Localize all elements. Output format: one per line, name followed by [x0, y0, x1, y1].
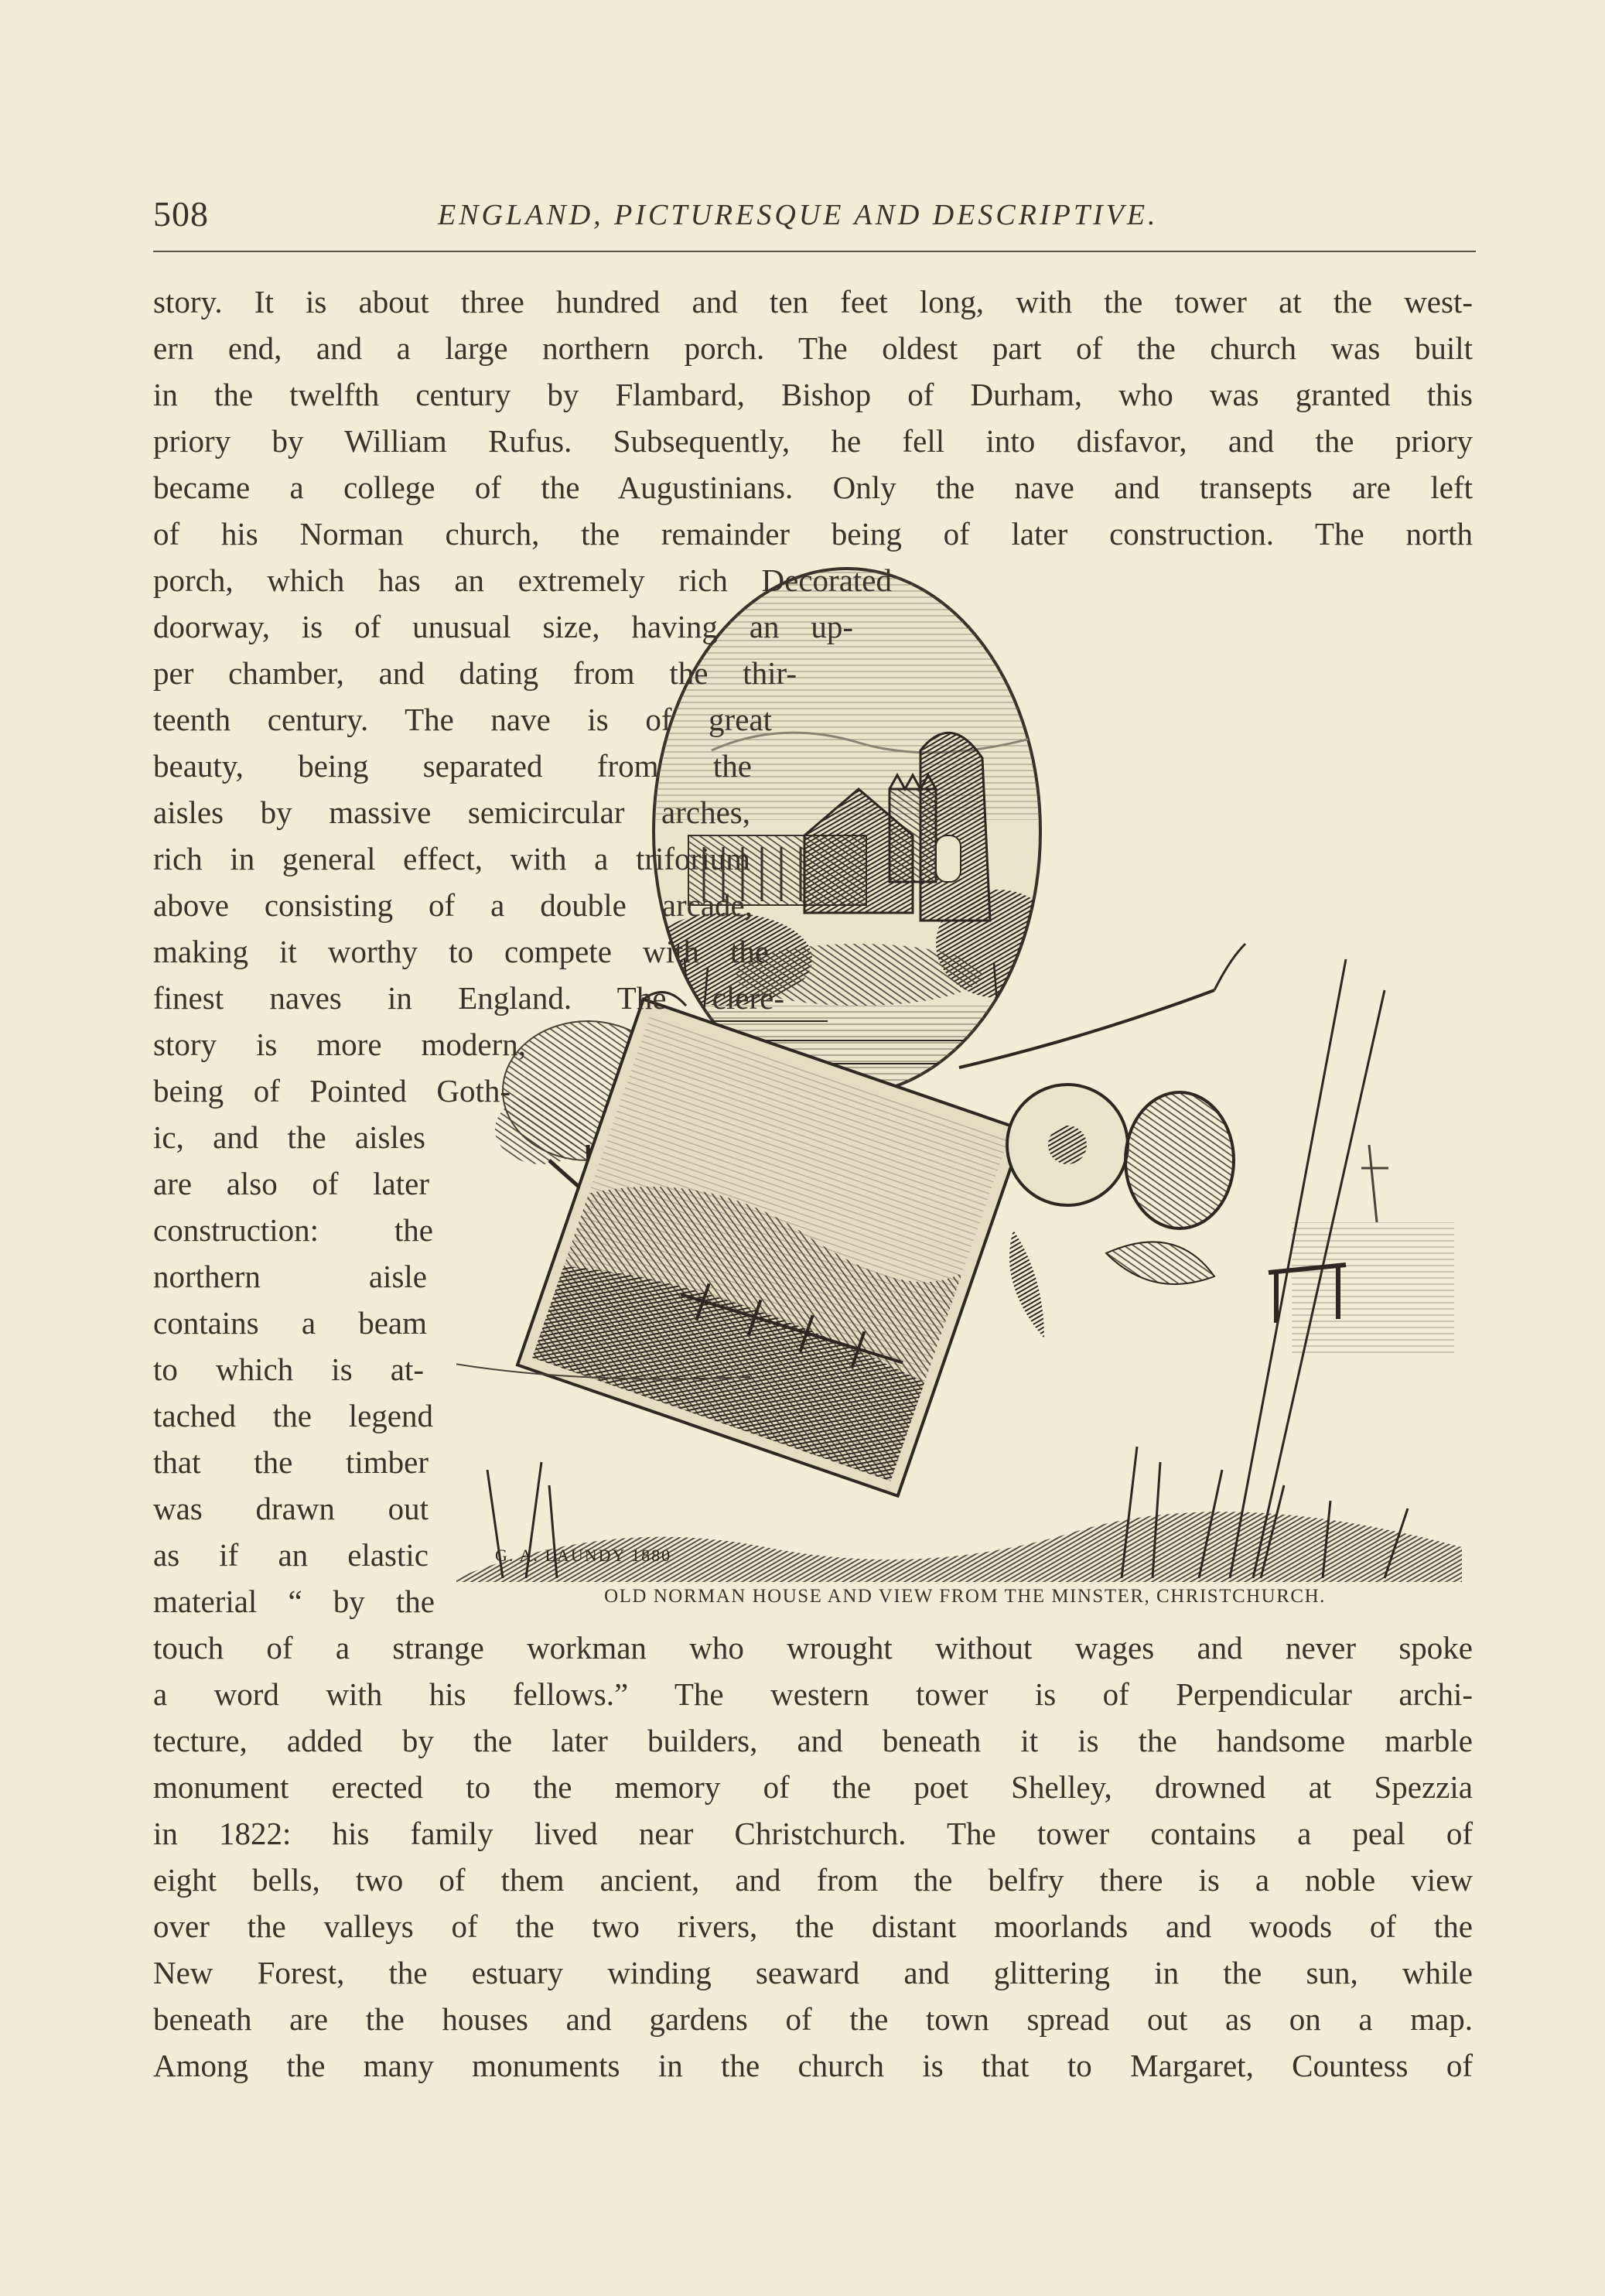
text-line: priory by William Rufus. Subsequently, he fell into disfavor, and the priory: [153, 423, 1473, 459]
text-line: doorway, is of unusual size, having an up-: [153, 609, 853, 644]
text-line: was drawn out: [153, 1491, 429, 1526]
text-line: Among the many monuments in the church is that to Margaret, Countess of: [153, 2048, 1473, 2083]
text-line: construction: the: [153, 1212, 433, 1248]
text-line: making it worthy to compete with the: [153, 934, 769, 969]
text-line: tecture, added by the later builders, and beneath it is the handsome marble: [153, 1723, 1473, 1758]
text-line: rich in general effect, with a triforium: [153, 841, 750, 876]
illustration-caption: OLD NORMAN HOUSE AND VIEW FROM THE MINSTER, CHRISTCHURCH.: [604, 1586, 1326, 1607]
text-line: to which is at-: [153, 1351, 424, 1387]
text-line: in the twelfth century by Flambard, Bishop of Durham, who was granted this: [153, 377, 1473, 412]
text-line: beauty, being separated from the: [153, 748, 752, 784]
running-head: [153, 193, 1476, 241]
text-line: are also of later: [153, 1166, 429, 1201]
page-number: 508: [153, 194, 209, 234]
text-line: in 1822: his family lived near Christchurch. The tower contains a peal of: [153, 1816, 1473, 1851]
text-line: story is more modern,: [153, 1027, 526, 1062]
engraver-signature: G. A. LAUNDY 1880: [495, 1546, 672, 1565]
text-line: tached the legend: [153, 1398, 433, 1433]
text-line: eight bells, two of them ancient, and from the belfry there is a noble view: [153, 1862, 1473, 1898]
text-line: a word with his fellows.” The western tower is of Perpendicular archi-: [153, 1676, 1473, 1712]
text-line: above consisting of a double arcade,: [153, 887, 753, 923]
text-line: contains a beam: [153, 1305, 427, 1341]
text-line: teenth century. The nave is of great: [153, 702, 772, 737]
text-line: being of Pointed Goth-: [153, 1073, 511, 1109]
text-line: northern aisle: [153, 1259, 427, 1294]
text-line: finest naves in England. The clere-: [153, 980, 784, 1016]
text-line: over the valleys of the two rivers, the distant moorlands and woods of the: [153, 1908, 1473, 1944]
text-line: monument erected to the memory of the poet Shelley, drowned at Spezzia: [153, 1769, 1473, 1805]
text-line: that the timber: [153, 1444, 429, 1480]
text-line: ern end, and a large northern porch. The oldest part of the church was built: [153, 330, 1473, 366]
text-line: story. It is about three hundred and ten feet long, with the tower at the west-: [153, 284, 1473, 319]
header-rule: [153, 251, 1476, 252]
text-line: material “ by the: [153, 1584, 435, 1619]
text-line: touch of a strange workman who wrought without wages and never spoke: [153, 1630, 1473, 1666]
text-line: as if an elastic: [153, 1537, 429, 1573]
text-line: aisles by massive semicircular arches,: [153, 794, 750, 830]
text-line: of his Norman church, the remainder being of later construction. The north: [153, 516, 1473, 552]
text-line: per chamber, and dating from the thir-: [153, 655, 797, 691]
text-line: became a college of the Augustinians. Only the nave and transepts are left: [153, 470, 1473, 505]
running-title: ENGLAND, PICTURESQUE AND DESCRIPTIVE.: [438, 199, 1159, 231]
text-line: beneath are the houses and gardens of the town spread out as on a map.: [153, 2001, 1473, 2037]
text-line: porch, which has an extremely rich Decorated: [153, 562, 892, 598]
text-line: ic, and the aisles: [153, 1119, 425, 1155]
text-line: New Forest, the estuary winding seaward and glittering in the sun, while: [153, 1955, 1473, 1990]
